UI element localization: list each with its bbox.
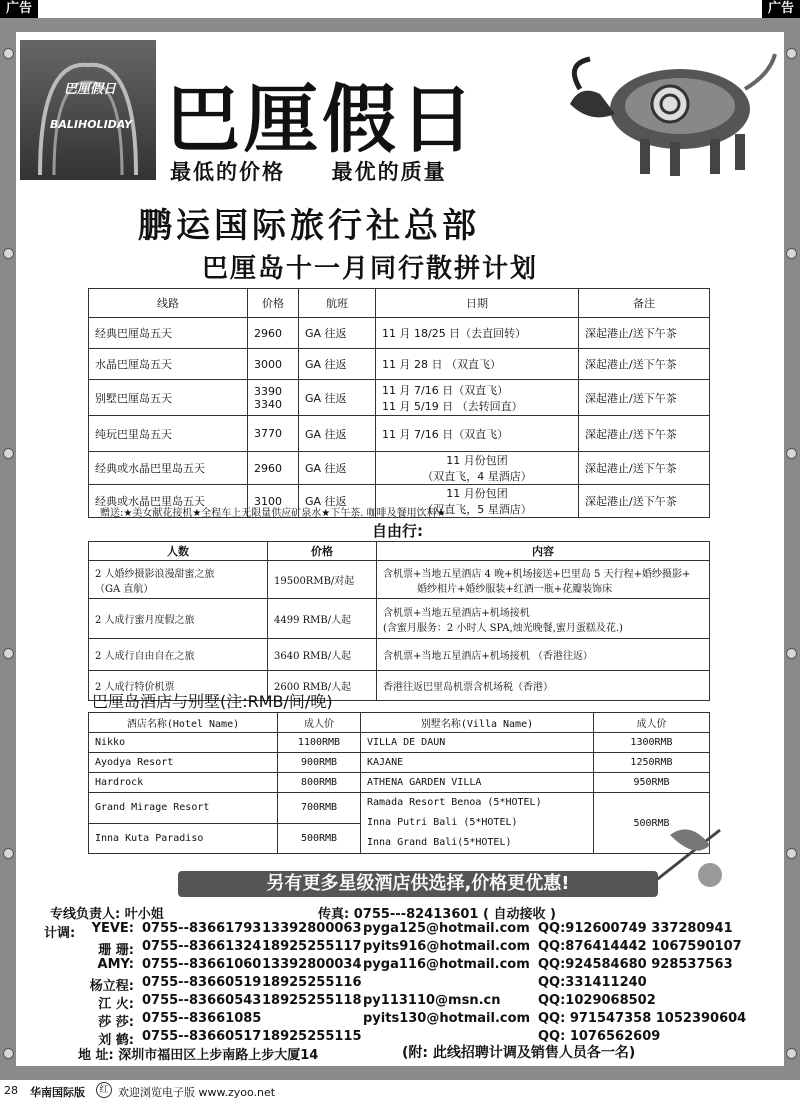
route: 水晶巴厘岛五天 [89,349,248,380]
ad-label-left: 广告 [0,0,38,18]
content-line-2: 婚纱相片+婚纱服装+红酒一瓶+花瓣装饰床 [417,583,613,595]
contact-mobile: 18925255115 [262,1029,362,1044]
contact-email: pyits916@hotmail.com [363,939,531,954]
manager-label: 专线负责人: 叶小姐 [50,907,164,922]
route: 纯玩巴里岛五天 [89,416,248,452]
rivet-icon [786,848,797,859]
col-price: 价格 [248,289,299,318]
hotel-table [88,712,710,854]
contact-phone: 0755--83661060 [142,957,262,972]
footer [0,1080,800,1100]
gift-note: 赠送:★美女献花接机★全程车上无限量供应矿泉水★下午茶. 咖啡及餐用饮料★ [100,508,446,519]
col-content: 内容 [377,542,710,561]
hotel-price: 800RMB [278,773,361,793]
contact-mobile: 18925255118 [262,993,362,1008]
table-row [89,773,710,793]
col-hotel-price: 成人价 [278,713,361,733]
page-number: 28 [4,1084,18,1097]
col-price: 价格 [268,542,377,561]
content-line-2: (含蜜月服务：2 小时人 SPA,烛光晚餐,蜜月蛋糕及花.) [383,622,623,634]
contact-qq: QQ:912600749 337280941 [538,921,733,936]
price [248,380,299,416]
col-people: 人数 [89,542,268,561]
contact-qq: QQ:876414442 1067590107 [538,939,742,954]
table-row [89,753,710,773]
villa-price: 1300RMB [594,733,710,753]
table-row [89,416,710,452]
price: 3640 RMB/人起 [268,639,377,671]
col-note: 备注 [579,289,710,318]
promo-banner: 另有更多星级酒店供选择,价格更优惠! [178,871,658,897]
contact-qq: QQ:1029068502 [538,993,656,1008]
villa-line-2: Inna Putri Bali (5*HOTEL) [367,817,518,828]
contact-qq: QQ: 1076562609 [538,1029,661,1044]
note: 深起港止/送下午茶 [579,318,710,349]
date: 11 月 18/25 日（去直回转） [376,318,579,349]
date-line-2: 11 月 5/19 日 （去转回直） [382,399,523,413]
price: 4499 RMB/人起 [268,599,377,639]
price: 2960 [248,452,299,485]
flight: GA 往返 [299,349,376,380]
contact-phone: 0755--83661324 [142,939,262,954]
free-travel-table [88,541,710,701]
contact-qq: QQ:924584680 928537563 [538,957,733,972]
date [376,380,579,416]
contact-name: 珊 珊: [98,943,134,958]
table-header-row [89,542,710,561]
price-line-2: 3340 [254,397,282,411]
content: 香港往返巴里岛机票含机场税（香港） [377,671,710,701]
contact-mobile: 13392800034 [262,957,362,972]
agency-name: 鹏运国际旅行社总部 [138,206,480,246]
table-row [89,318,710,349]
villa-name: VILLA DE DAUN [361,733,594,753]
route: 经典或水晶巴里岛五天 [89,485,248,518]
table-row [89,380,710,416]
contact-email: pyits130@hotmail.com [363,1011,531,1026]
price: 2960 [248,318,299,349]
contact-phone: 0755--83660517 [142,1029,262,1044]
contact-qq: QQ: 971547358 1052390604 [538,1011,747,1026]
hotel-name: Grand Mirage Resort [89,793,278,824]
route: 经典或水晶巴里岛五天 [89,452,248,485]
flight: GA 往返 [299,380,376,416]
contact-email: py113110@msn.cn [363,993,501,1008]
villa-line: Ramada Resort Benoa (5*HOTEL) [367,797,542,808]
contact-row [80,957,780,975]
contact-mobile: 18925255116 [262,975,362,990]
free-travel-title: 自由行: [372,522,423,540]
contact-row [80,975,780,993]
table-row [89,561,710,599]
table-row [89,639,710,671]
edition-badge-icon: 红 [96,1082,112,1098]
contact-list [80,921,780,1047]
table-header-row [89,289,710,318]
villa-name: KAJANE [361,753,594,773]
col-villa-price: 成人价 [594,713,710,733]
flight: GA 往返 [299,416,376,452]
col-route: 线路 [89,289,248,318]
date-line-2: （双直飞，5 星酒店） [422,503,532,516]
rivet-icon [3,848,14,859]
people: 2 人成行自由自在之旅 [89,639,268,671]
hotel-name: Nikko [89,733,278,753]
villa-price: 500RMB [594,793,710,854]
villa-name: ATHENA GARDEN VILLA [361,773,594,793]
table-row [89,349,710,380]
contact-name: YEVE: [91,921,134,936]
rivet-icon [3,648,14,659]
price: 19500RMB/对起 [268,561,377,599]
content [377,599,710,639]
contact-name: 杨立程: [89,979,134,994]
logo-english: BALIHOLIDAY [50,118,133,131]
slogan-quality: 最优的质量 [331,160,447,184]
rivet-icon [786,48,797,59]
price: 3000 [248,349,299,380]
price: 3100 [248,485,299,518]
people: 2 人成行蜜月度假之旅 [89,599,268,639]
flight: GA 往返 [299,485,376,518]
contact-qq: QQ:331411240 [538,975,647,990]
people [89,561,268,599]
col-date: 日期 [376,289,579,318]
note: 深起港止/送下午茶 [579,416,710,452]
gate-icon [20,40,156,180]
hotel-name: Ayodya Resort [89,753,278,773]
table-row [89,599,710,639]
plan-title: 巴厘岛十一月同行散拼计划 [202,254,539,284]
rivet-icon [3,48,14,59]
hotel-price: 1100RMB [278,733,361,753]
date [376,452,579,485]
flight: GA 往返 [299,452,376,485]
content-line: 含机票+当地五星酒店 4 晚+机场接送+巴里岛 5 天行程+婚纱摄影+ [383,568,691,580]
contact-mobile: 18925255117 [262,939,362,954]
date: 11 月 28 日 （双直飞） [376,349,579,380]
planner-label: 计调: [44,926,76,941]
table-header-row [89,713,710,733]
group-tour-table [88,288,710,518]
table-row [89,452,710,485]
logo [20,40,156,180]
people-line: 2 人婚纱摄影浪漫甜蜜之旅 [95,568,215,580]
date: 11 月 7/16 日（双直飞） [376,416,579,452]
hotel-name: Inna Kuta Paradiso [89,823,278,854]
date-line: 11 月份包团 [446,487,508,500]
slogan [170,156,447,186]
contact-row [80,993,780,1011]
rivet-icon [3,1048,14,1059]
col-hotel: 酒店名称(Hotel Name) [89,713,278,733]
note: 深起港止/送下午茶 [579,349,710,380]
rivet-icon [3,448,14,459]
price: 3770 [248,416,299,452]
route: 别墅巴厘岛五天 [89,380,248,416]
note: 深起港止/送下午茶 [579,452,710,485]
col-flight: 航班 [299,289,376,318]
website-link[interactable]: 欢迎浏览电子版 www.zyoo.net [118,1086,276,1099]
contact-row [80,939,780,957]
hotel-title: 巴厘岛酒店与别墅(注:RMB/间/晚) [92,692,333,711]
contact-phone: 0755--83660519 [142,975,262,990]
contact-phone: 0755--83660543 [142,993,262,1008]
hotel-price: 900RMB [278,753,361,773]
recruit-note: (附: 此线招聘计调及销售人员各一名) [402,1045,636,1061]
note: 深起港止/送下午茶 [579,380,710,416]
hotel-price: 500RMB [278,823,361,854]
contact-email: pyga116@hotmail.com [363,957,530,972]
flight: GA 往返 [299,318,376,349]
date-line: 11 月 7/16 日（双直飞） [382,383,509,397]
contact-name: AMY: [97,957,134,972]
contact-row [80,1011,780,1029]
villa-name [361,793,594,854]
villa-price: 1250RMB [594,753,710,773]
contact-email: pyga125@hotmail.com [363,921,530,936]
date-line: 11 月份包团 [446,454,508,467]
col-villa: 别墅名称(Villa Name) [361,713,594,733]
content [377,561,710,599]
people-line-2: （GA 直航） [95,583,154,595]
people: 2 人成行特价机票 [89,671,268,701]
contact-phone: 0755--83661085 [142,1011,262,1026]
brand-title: 巴厘假日 [166,77,478,163]
contact-name: 刘 鹤: [98,1033,134,1048]
bull-icon [560,34,780,184]
date-line-2: （双直飞，4 星酒店） [422,470,532,483]
rivet-icon [786,1048,797,1059]
rivet-icon [786,248,797,259]
fax-label: 传真: 0755---82413601 ( 自动接收 ) [318,907,556,922]
content-line: 含机票+当地五星酒店+机场接机 [383,607,530,619]
contact-phone: 0755--83661793 [142,921,262,936]
villa-line-3: Inna Grand Bali(5*HOTEL) [367,837,512,848]
villa-price: 950RMB [594,773,710,793]
hotel-name: Hardrock [89,773,278,793]
edition: 华南国际版 [30,1086,85,1099]
ad-label-right: 广告 [762,0,800,18]
price: 2600 RMB/人起 [268,671,377,701]
logo-name: 巴厘假日 [64,82,117,97]
table-row [89,793,710,824]
contact-mobile: 13392800063 [262,921,362,936]
note: 深起港止/送下午茶 [579,485,710,518]
slogan-price: 最低的价格 [170,160,285,184]
content: 含机票+当地五星酒店+机场接机 （香港往返） [377,639,710,671]
table-row [89,733,710,753]
route: 经典巴厘岛五天 [89,318,248,349]
rivet-icon [3,248,14,259]
address: 地 址: 深圳市福田区上步南路上步大厦14 [78,1048,319,1063]
hotel-price: 700RMB [278,793,361,824]
contact-name: 江 火: [98,997,134,1012]
rivet-icon [786,448,797,459]
contact-name: 莎 莎: [98,1015,134,1030]
rivet-icon [786,648,797,659]
price-line: 3390 [254,384,282,398]
contact-row [80,921,780,939]
